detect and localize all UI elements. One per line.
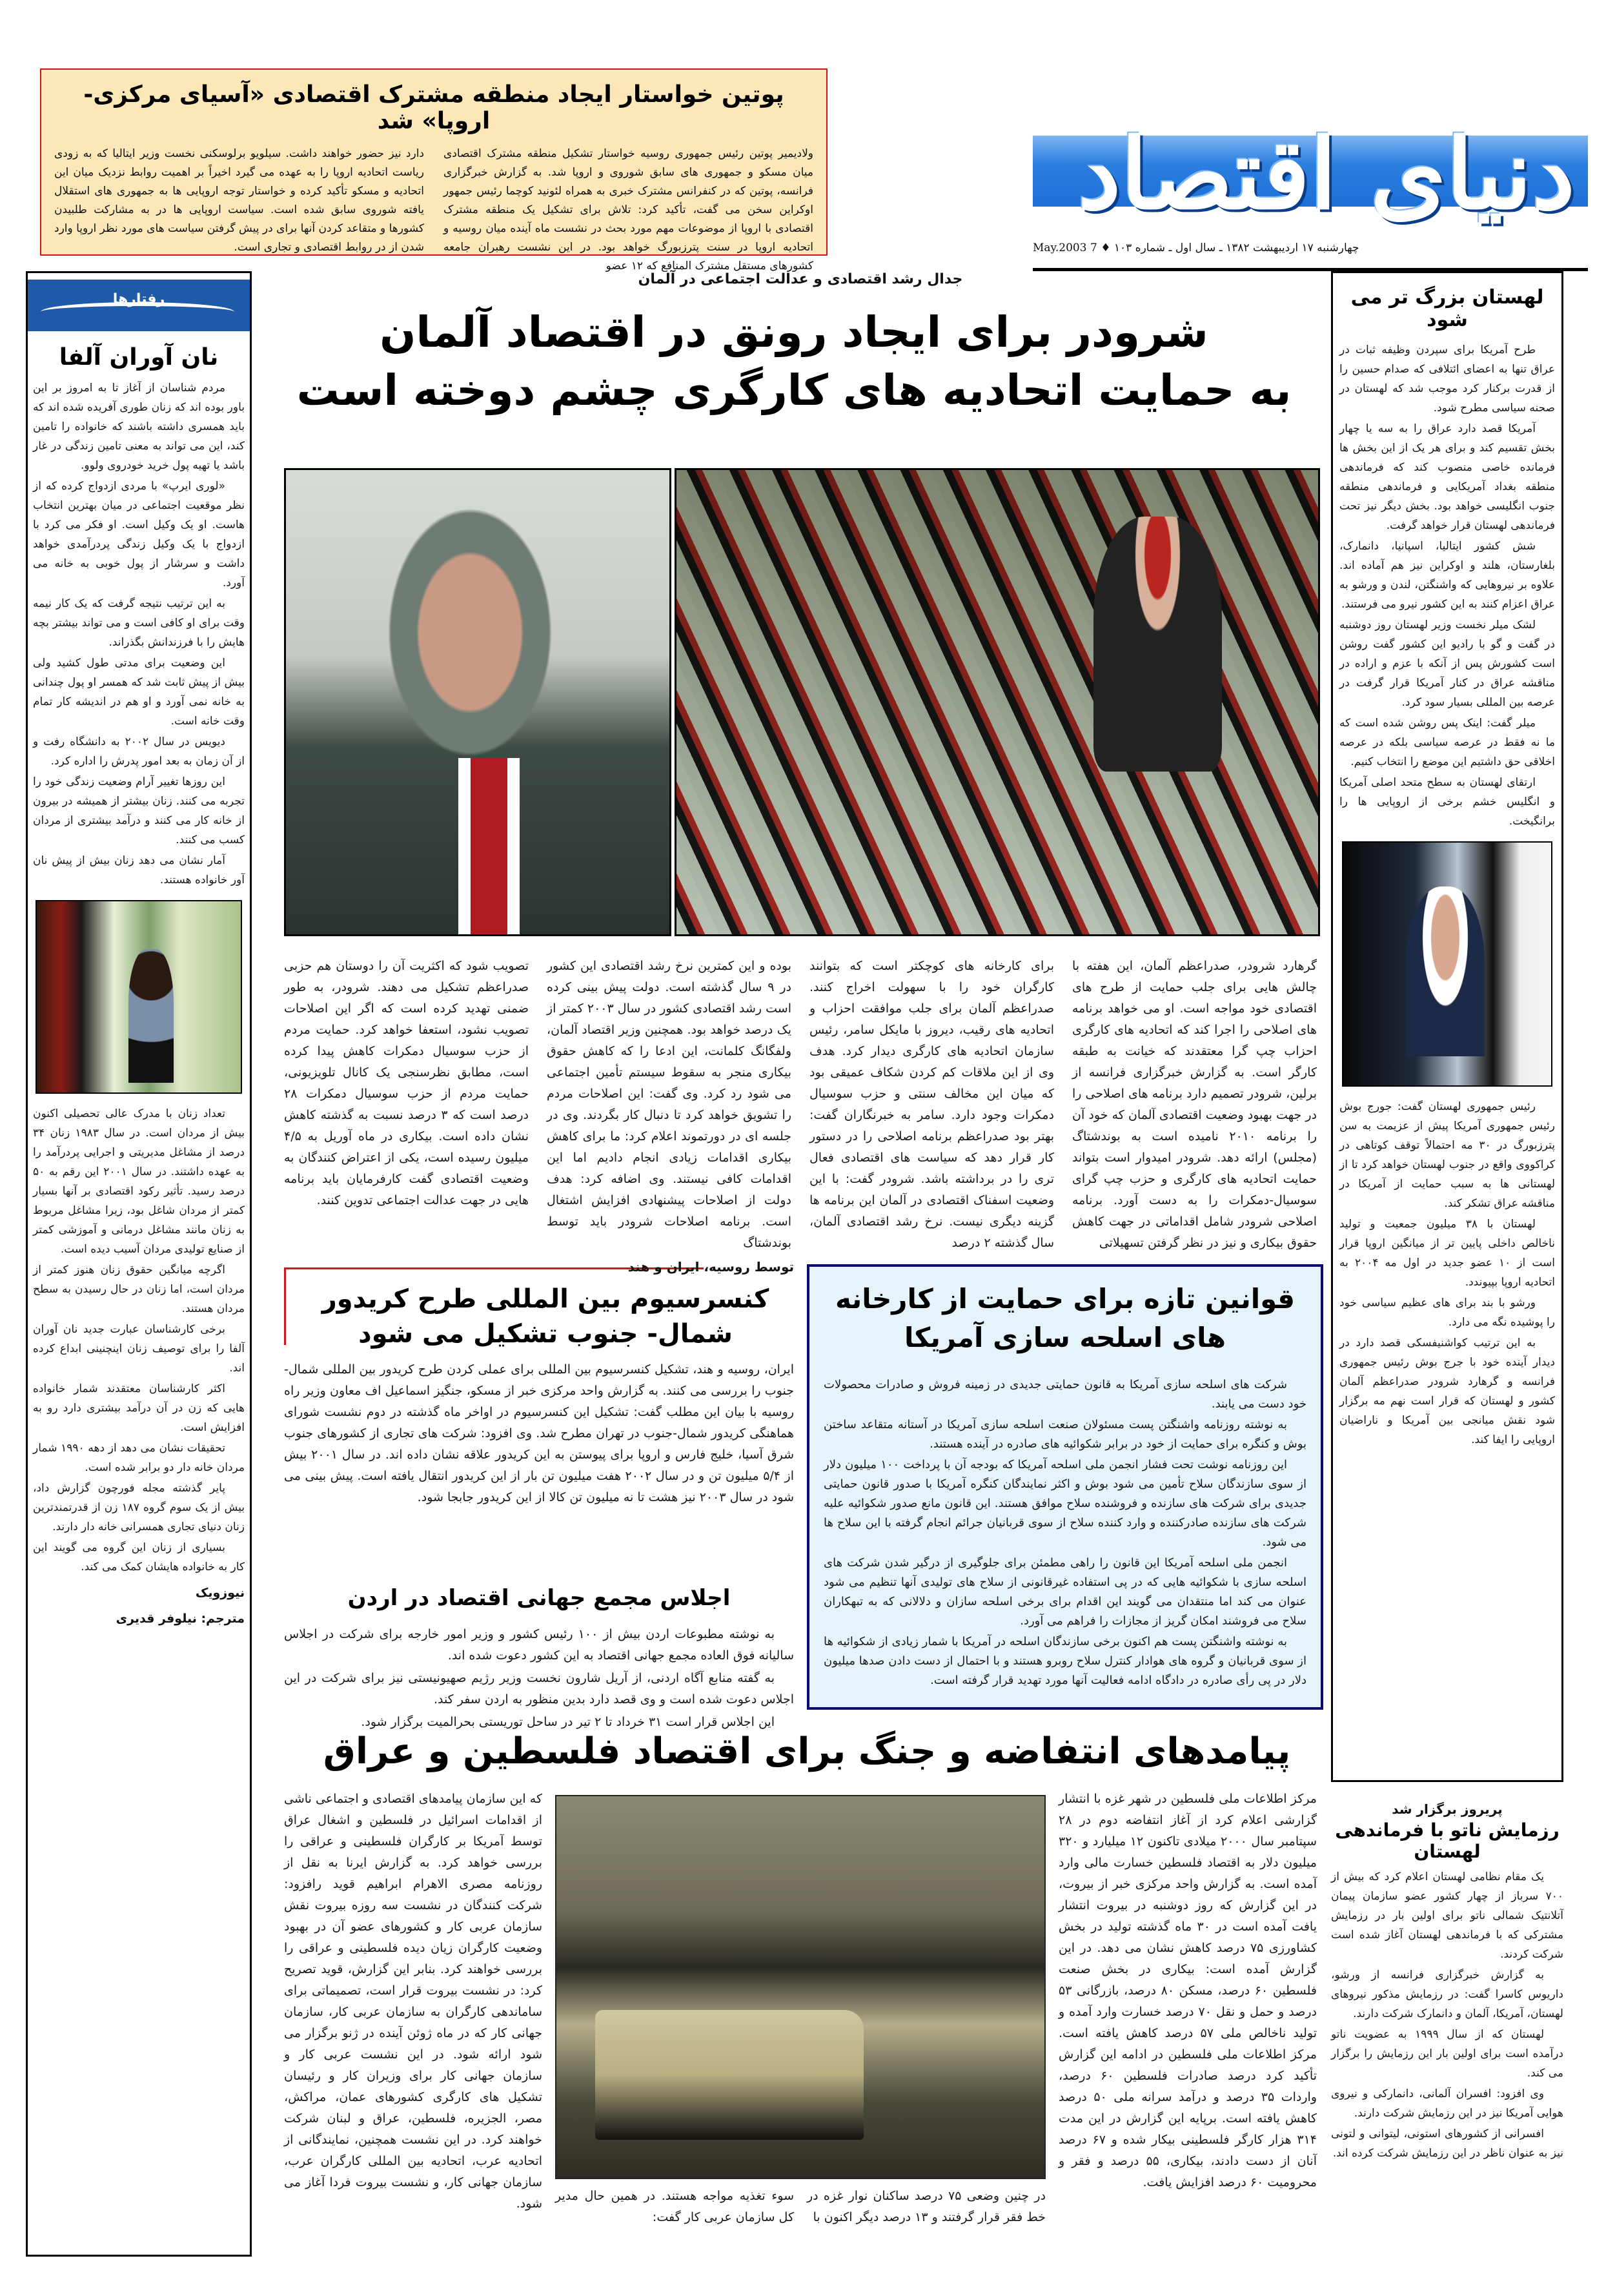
- paragraph: وی افزود: افسران آلمانی، دانمارکی و نیروی هوایی آمریکا نیز در این رزمایش شرکت دارند.: [1331, 2087, 1563, 2120]
- section-banner: [28, 280, 250, 331]
- paragraph: به این ترتیب کواشنیفسکی قصد دارد در دیدار آینده خود با جرج بوش رئیس جمهوری فرانسه و گرهارد شرودر صدراعظم آلمان کشور و لهستان که قرار است نهم مه برگزار شود نقش میانجی بین آمریکا و ناراضیان اروپایی را ایفا کند.: [1339, 1337, 1555, 1446]
- paragraph: لشک میلر نخست وزیر لهستان روز دوشنبه در گفت و گو با رادیو این کشور گفت روشن است کشورش پس از آنکه با عزم و اراده در مناقشه عراق در کنار آمریکا قرار گرفت در عرصه بین المللی بسیار سود کرد.: [1339, 619, 1555, 709]
- paragraph: به نوشته مطبوعات اردن بیش از ۱۰۰ رئیس کشور و وزیر امور خارجه برای شرکت در اجلاس سالیانه فوق العاده مجمع جهانی اقتصاد به این کشور دعوت شده اند.: [284, 1627, 794, 1663]
- source-credit: نیوزویک: [195, 1586, 245, 1600]
- paragraph: این اجلاس قرار است ۳۱ خرداد تا ۲ تیر در ساحل توریستی بحرالمیت برگزار شود.: [361, 1715, 775, 1729]
- corridor-body: ایران، روسیه و هند، تشکیل کنسرسیوم بین المللی برای عملی کردن طرح کریدور بین المللی شمال-جنوب را بررسی می کنند. به گزارش واحد مرکزی خبر از مسکو، جنگیز اسماعیل اف معاون وزیر راه روسیه با بیان این مطلب گفت: تشکیل این کنسرسیوم در اواخر ماه گذشته در دوم نشست شورای هماهنگی کریدور شمال-جنوب در تهران مطرح شد. وی افزود: شرکت های تجاری از کشورهای جنوب شرق آسیا، خلیج فارس و اروپا برای پیوستن به این کریدور علاقه نشان داده اند. در سال ۲۰۰۱ بیش از ۵/۴ میلیون تن و در سال ۲۰۰۲ هفت میلیون تن بار از این کریدور انتقال یافته است. پیش بینی می شود در سال ۲۰۰۳ نیز هشت تا نه میلیون تن کالا از این کریدور جابجا شود.: [284, 1362, 795, 1504]
- top-story-col-left: دارد نیز حضور خواهند داشت. سیلویو برلوسکنی نخست وزیر ایتالیا که به زودی ریاست اتحادیه اروپا را به عهده می گیرد اخیراً بر اهمیت روابط نزدیک میان این اتحادیه و مسکو تأکید کرده و خواستار توجه اروپایی ها به جمهوری های استقلال یافته شوروی سابق شده است. سیاست اروپایی ها در به مشارکت طلبیدن کشورها و متقاعد کردن آنها برای در پیش گرفتن سیاست های مورد نظر اروپا وارد شدن از در روابط اقتصادی و تجاری است.: [54, 147, 424, 254]
- paragraph: برخی کارشناسان عبارت جدید نان آوران آلفا را برای توصیف زنان اینچنینی ابداع کرده اند.: [33, 1323, 245, 1375]
- paragraph: دیویس در سال ۲۰۰۲ به دانشگاه رفت و از آن زمان به بعد امور پدرش را اداره کرد.: [33, 735, 245, 768]
- nato-kicker: پریروز برگزار شد: [1392, 1801, 1503, 1817]
- paragraph: افسرانی از کشورهای استونی، لیتوانی و لتونی نیز به عنوان ناظر در این رزمایش شرکت کرده اند.: [1331, 2127, 1563, 2160]
- paragraph: شش کشور ایتالیا، اسپانیا، دانمارک، بلغارستان، هلند و اوکراین نیز هم آماده اند. علاوه بر نیروهایی که واشنگتن، لندن و ورشو به عراق اعزام کنند به این کشور نیرو می فرستند.: [1339, 540, 1555, 611]
- paragraph: تحقیقات نشان می دهد از دهه ۱۹۹۰ شمار مردان خانه دار دو برابر شده است.: [33, 1442, 245, 1474]
- paragraph: اگرچه میانگین حقوق زنان هنوز کمتر از مردان است، اما زنان در حال رسیدن به سطح مردان هستند.: [33, 1264, 245, 1315]
- lead-col-3: بوده و این کمترین نرخ رشد اقتصادی این کشور در ۹ سال گذشته است. دولت پیش بینی کرده است رشد اقتصادی کشور در سال ۲۰۰۳ کمتر از یک درصد خواهد بود. همچنین وزیر اقتصاد آلمان، ولفگانگ کلمانت، این ادعا را که کاهش حقوق بیکاری منجر به سقوط سیستم تأمین اجتماعی می شود رد کرد. وی گفت: این اصلاحات مردم را تشویق خواهد کرد تا دنبال کار بگردند. وی در جلسه ای در دورتموند اعلام کرد: ما برای کاهش بیکاری اقدامات زیادی انجام دادیم اما این اقدامات کافی نیستند. وی اضافه کرد: هدف دولت از اصلاحات پیشنهادی افزایش اشتغال است. برنامه اصلاحات شرودر باید توسط بوندشتاگ: [547, 959, 792, 1250]
- paragraph: ورشو با بند برای های عظیم سیاسی خود را پوشیده نگه می دارد.: [1339, 1297, 1555, 1329]
- newspaper-logo: دنیای اقتصاد: [1077, 118, 1575, 231]
- paragraph: اکثر کارشناسان معتقدند شمار خانواده هایی که زن در آن درآمد بیشتری دارد رو به افزایش است.: [33, 1382, 245, 1434]
- bottom-headline: پیامدهای انتفاضه و جنگ برای اقتصاد فلسطین و عراق: [323, 1730, 1291, 1772]
- paragraph: این روزنامه نوشت تحت فشار انجمن ملی اسلحه آمریکا که بودجه آن با پرداخت ۱۰۰ میلیون دلار از سوی سازندگان سلاح تأمین می شود بوش و اکثر نمایندگان کنگره آمریکا با صدور قانون حمایتی جدیدی برای شرکت های سازنده و فروشنده سلاح موافق هستند. این قانون مانع صدور شکوائیه علیه شرکت های سازنده صادرکننده و وارد کننده سلاح از سوی قربانیان جرائم انجام گرفته با این سلاح ها می شود.: [824, 1458, 1306, 1549]
- lead-col-2: برای کارخانه های کوچکتر است که بتوانند کارگران خود را با سهولت اخراج کنند. صدراعظم آلمان برای جلب موافقت احزاب و اتحادیه های رقیب، دیروز با مایکل سامر، رئیس سازمان اتحادیه های کارگری دیدار کرد. هدف وی از این ملاقات کم کردن شکاف عمیقی بود که میان این مخالف سنتی و حزب سوسیال دمکرات وجود دارد. سامر به خبرنگاران گفت: بهتر بود صدراعظم برنامه اصلاحی را در دستور کار قرار دهد که سیاست های اقتصادی فعال تری را در برداشته باشد. شرودر گفت: با این وضعیت اسفناک اقتصادی در آلمان این برنامه ها گزینه دیگری نیست. نرخ رشد اقتصادی آلمان، سال گذشته ۲ درصد: [809, 959, 1054, 1250]
- masthead: [1033, 116, 1588, 271]
- paragraph: این وضعیت برای مدتی طول کشید ولی بیش از پیش ثابت شد که همسر او پول چندانی به خانه نمی آورد و او هم در اندیشه کار تمام وقت خانه است.: [33, 657, 245, 728]
- paragraph: یک مقام نظامی لهستان اعلام کرد که بیش از ۷۰۰ سرباز از چهار کشور عضو سازمان پیمان آتلانتیک شمالی ناتو برای اولین بار در رزمایش مشترکی که با فرماندهی لهستان آغاز شده است شرکت کردند.: [1331, 1871, 1563, 1961]
- left-column-feature: [26, 271, 252, 2257]
- nato-body: [1331, 1867, 1563, 2163]
- lead-col-1: گرهارد شرودر، صدراعظم آلمان، این هفته با چالش هایی برای جلب حمایت از طرح های اقتصادی خود مواجه است. او می خواهد برنامه های اصلاحی را اجرا کند که اتحادیه های کارگری احزاب چپ گرا معتقدند که خیانت به طبقه کارگر است. به گزارش خبرگزاری فرانسه از برلین، شرودر تصمیم دارد برنامه های اصلاحی را در جهت بهبود وضعیت اقتصادی آلمان که خود آن را برنامه ۲۰۱۰ نامیده است به بوندشتاگ (مجلس) ارائه دهد. شرودر امیدوار است بتواند حمایت اتحادیه های کارگری و حزب چپ گرای سوسیال-دمکرات را به دست آورد. برنامه اصلاحی شرودر شامل اقداماتی در جهت کاهش حقوق بیکاری و نیز در نظر گرفتن تسهیلاتی: [1072, 959, 1317, 1250]
- lead-col-4: تصویب شود که اکثریت آن را دوستان هم حزبی صدراعظم تشکیل می دهند. شرودر، به طور ضمنی تهدید کرده است که اگر این اصلاحات تصویب نشود، استعفا خواهد کرد. حمایت مردم از حزب سوسیال دمکرات کاهش پیدا کرده است، مطابق نظرسنجی یک کانال تلویزیونی، حمایت مردم از حزب سوسیال دمکرات ۲۸ درصد است که ۳ درصد نسبت به گذشته کاهش نشان داده است. بیکاری در ماه آوریل به ۴/۵ میلیون رسیده است، یکی از اعتراض کنندگان به وضعیت اقتصادی گفت کارفرمایان باید برنامه هایی در جهت عدالت اجتماعی تدوین کنند.: [284, 959, 529, 1207]
- paragraph: به نوشته واشنگتن پست هم اکنون برخی سازندگان اسلحه در آمریکا با شمار زیادی از شکوائیه ها از سوی قربانیان و گروه های هوادار کنترل سلاح روبرو هستند و با احتمال از دست دادن صدها میلیون دلار در پی رأی صادره در دادگاه ادامه فعالیت آنها مورد تهدید قرار گرفته است.: [824, 1635, 1306, 1687]
- paragraph: انجمن ملی اسلحه آمریکا این قانون را راهی مطمئن برای جلوگیری از درگیر شدن شرکت های اسلحه سازی با شکوائیه هایی که در پی استفاده غیرقانونی از سلاح های تولیدی آنها تنظیم می شود عنوان می کند اما منتقدان می گویند این اقدام برای برخی اسلحه سازان و دلالانی که به تبهکاران سلاح می فروشند امکان گریز از مجازات را فراهم می آورد.: [824, 1556, 1306, 1628]
- feature-body: [33, 378, 245, 890]
- red-rule-vertical: [284, 1267, 286, 1345]
- bottom-col-right: مرکز اطلاعات ملی فلسطین در شهر غزه با انتشار گزارشی اعلام کرد از آغاز انتفاضه دوم در ۲۸ سپتامبر سال ۲۰۰۰ میلادی تاکنون ۱۲ میلیارد و ۳۲۰ میلیون دلار به اقتصاد فلسطین خسارت مالی وارد آمده است. به گزارش واحد مرکزی خبر از بیروت، در این گزارش که روز دوشنبه در بیروت انتشار یافت آمده است در ۳۰ ماه گذشته تولید در بخش کشاورزی ۷۵ درصد کاهش نشان می دهد. در این گزارش آمده است: بیکاری در بخش صنعت فلسطین ۶۰ درصد، مسکن ۸۰ درصد، بازرگانی ۵۳ درصد و حمل و نقل ۷۰ درصد خسارت وارد آمده و تولید ناخالص ملی ۵۷ درصد کاهش یافته است. مرکز اطلاعات ملی فلسطین در ادامه این گزارش تأکید کرد درصد صادرات فلسطین ۶۰ درصد، واردات ۳۵ درصد و درآمد سرانه ملی ۵۰ درصد کاهش یافته است. برپایه این گزارش در این مدت ۳۱۴ هزار کارگر فلسطینی بیکار شده و ۶۷ درصد آنان از دست دادند، بیکاری، ۵۵ درصد و فقر و محرومیت ۶۰ درصد افزایش یافت.: [1059, 1792, 1317, 2189]
- jordan-title: اجلاس مجمع جهانی اقتصاد در اردن: [347, 1585, 731, 1611]
- paragraph: پایر گذشته مجله فورچون گزارش داد، بیش از یک سوم گروه ۱۸۷ زن از قدرتمندترین زنان دنیای تجاری همسرانی خانه دار دارند.: [33, 1482, 245, 1533]
- paragraph: به این ترتیب نتیجه گرفت که یک کار نیمه وقت برای او کافی است و می تواند بیشتر بچه هایش را با فرزندانش بگذراند.: [33, 597, 245, 649]
- paragraph: میلر گفت: اینک پس روشن شده است که ما نه فقط در عرصه سیاسی بلکه در عرصه اخلاقی حق داشتیم این موضع را انتخاب کنیم.: [1339, 717, 1555, 768]
- poland-title: لهستان بزرگ تر می شود: [1350, 286, 1544, 331]
- arms-story-box: [807, 1264, 1323, 1710]
- arms-title: قوانین تازه برای حمایت از کارخانه های اسلحه سازی آمریکا: [835, 1283, 1295, 1353]
- paragraph: بسیاری از زنان این گروه می گویند این کار به خانواده هایشان کمک می کند.: [33, 1541, 245, 1573]
- nato-story: [1331, 1801, 1563, 2164]
- caption-right: در چنین وضعی ۷۵ درصد ساکنان نوار غزه در خط فقر قرار گرفتند و ۱۳ درصد دیگر اکنون با: [807, 2189, 1046, 2224]
- lead-body-columns: [284, 956, 1317, 1250]
- paragraph: لهستان با ۳۸ میلیون جمعیت و تولید ناخالص داخلی پایین تر از میانگین اروپا قرار است از ۱۰ عضو جدید در اول مه ۲۰۰۴ به اتحادیه اروپا بپیوندد.: [1339, 1218, 1556, 1289]
- issue-date-line: چهارشنبه ۱۷ اردیبهشت ۱۳۸۲ ـ سال اول ـ شماره ۱۰۳ ♦ 7 May.2003: [1033, 241, 1359, 254]
- photo-polish-president: [1342, 841, 1552, 1087]
- caption-left: سوء تغذیه مواجه هستند. در همین حال مدیر کل سازمان عربی کار گفت:: [555, 2189, 794, 2224]
- arms-body: [824, 1375, 1306, 1690]
- poland-body-continued: [1339, 1097, 1555, 1450]
- paragraph: مردم شناسان از آغاز تا به امروز بر این باور بوده اند که زنان طوری آفریده شده اند که باید همسری داشته باشند که خانواده را تامین کند، این می تواند به معنی تامین زندگی در غار باشد یا تهیه پول خرید خودروی ولوو.: [33, 382, 245, 472]
- translator-credit: مترجم: نیلوفر قدیری: [116, 1612, 245, 1626]
- jordan-body: [284, 1624, 794, 1734]
- bottom-col-left: که این سازمان پیامدهای اقتصادی و اجتماعی ناشی از اقدامات اسرائیل در فلسطین و اشغال عراق توسط آمریکا بر کارگران فلسطینی و عراقی را بررسی خواهد کرد. به گزارش ایرنا به نقل از روزنامه مصری الاهرام ابراهیم قوید رافزود: شرکت کنندگان در نشست سه روزه بیروت نقش سازمان عربی کار و کشورهای عضو آن در بهبود وضعیت کارگران زیان دیده فلسطینی و عراقی را بررسی خواهند کرد. بنابر این گزارش، قوید تصریح کرد: در نشست بیروت قرار است، تصمیماتی برای ساماندهی کارگران به سازمان عربی کار، سازمان جهانی کار که در ماه ژوئن آینده در ژنو برگزار می شود ارائه شود. در این نشست عربی کار و سازمان جهانی کار برای وزیران کار و رئیسان تشکیل های کارگری کشورهای عمان، مراکش، مصر، الجزیره، فلسطین، عراق و لبنان شرکت خواهند کرد. در این نشست همچنین، نمایندگانی از اتحادیه عرب، اتحادیه بین المللی کارگران عرب، سازمان جهانی کار، و نشست بیروت فردا آغاز می شود.: [284, 1792, 542, 2211]
- nato-title: رزمایش ناتو با فرماندهی لهستان: [1335, 1819, 1560, 1862]
- paragraph: آمریکا قصد دارد عراق را به سه یا چهار بخش تقسیم کند و برای هر یک از این بخش ها فرمانده خاصی منصوب کند که فرماندهی منطقه بغداد آمریکایی و فرماندهی منطقه جنوب انگلیسی خواهد بود. بخش دیگر نیز تحت فرماندهی لهستان قرار خواهد گرفت.: [1339, 422, 1555, 532]
- paragraph: تعداد زنان با مدرک عالی تحصیلی اکنون بیش از مردان است. در سال ۱۹۸۳ زنان ۳۴ درصد از مشاغل مدیریتی و اجرایی پردرآمد را به عهده داشتند. در سال ۲۰۰۱ این رقم به ۵۰ درصد رسید. تأثیر رکود اقتصادی بر آنها بسیار کمتر از مردان شاغل بود، زیرا مشاغل مربوط به زنان مانند مشاغل درمانی و آموزشی کمتر از صنایع تولیدی مردان آسیب دیده است.: [33, 1107, 245, 1256]
- right-column-story: [1331, 271, 1563, 1782]
- corridor-kicker: توسط روسیه، ایران و هند: [627, 1259, 794, 1275]
- paragraph: رئیس جمهوری لهستان گفت: جورج بوش رئیس جمهوری آمریکا پیش از عزیمت به سن پترزبورگ در ۳۰ مه احتمالاً توقف کوتاهی در کراکووی واقع در جنوب لهستان خواهد کرد تا از لهستانی ها به سبب حمایت از آمریکا در مناقشه عراق تشکر کند.: [1339, 1100, 1555, 1210]
- paragraph: طرح آمریکا برای سپردن وظیفه ثبات در عراق تنها به اعضای ائتلافی که صدام حسین را از قدرت برکنار کرد موجب شد که لهستان در صحنه سیاسی مطرح شود.: [1339, 343, 1555, 415]
- feature-title: نان آوران آلفا: [59, 344, 219, 371]
- photo-gaza: [555, 1795, 1046, 2179]
- paragraph: به گزارش خبرگزاری فرانسه از ورشو، داریوس کاسرا گفت: در رزمایش مذکور نیروهای لهستان، آمریکا، آلمان و دانمارک شرکت دارند.: [1331, 1969, 1563, 2020]
- corridor-title: کنسرسیوم بین المللی طرح کریدور شمال- جنوب تشکیل می شود: [321, 1284, 769, 1349]
- paragraph: ارتقای لهستان به سطح متحد اصلی آمریکا و انگلیس خشم برخی از اروپایی ها را برانگیخت.: [1339, 776, 1555, 828]
- photo-caption: [555, 2186, 1046, 2228]
- photo-bus-driver: [36, 900, 242, 1094]
- lead-headline-line1: شرودر برای ایجاد رونق در اقتصاد آلمان: [380, 307, 1208, 357]
- photo-riot-police: [675, 468, 1320, 936]
- paragraph: به نوشته روزنامه واشنگتن پست مسئولان صنعت اسلحه سازی آمریکا در آستانه متقاعد ساختن بوش و کنگره برای حمایت از خود در برابر شکوائیه های صادره در آینده هستند.: [824, 1418, 1306, 1451]
- poland-body: [1339, 340, 1555, 831]
- lead-headline-line2: به حمایت اتحادیه های کارگری چشم دوخته است: [296, 365, 1292, 415]
- top-story-box: [40, 68, 828, 272]
- paragraph: «لوری ایرپ» با مردی ازدواج کرده که از نظر موقعیت اجتماعی در میان بهترین انتخاب هاست. او یک وکیل است. او فکر می کرد با ازدواج با یک وکیل زندگی پردرآمدی خواهد داشت و سرشار از پول خوبی به خانه می آورد.: [33, 480, 245, 589]
- paragraph: آمار نشان می دهد زنان بیش از پیش نان آور خانواده هستند.: [33, 854, 245, 887]
- paragraph: لهستان که از سال ۱۹۹۹ به عضویت ناتو درآمده است برای اولین بار این رزمایش را برگزار می کند.: [1331, 2028, 1563, 2080]
- top-story-title: پوتین خواستار ایجاد منطقه مشترک اقتصادی «آسیای مرکزی-اروپا» شد: [83, 81, 784, 134]
- photo-schroeder: [284, 468, 671, 936]
- lead-kicker: جدال رشد اقتصادی و عدالت اجتماعی در آلمان: [638, 271, 963, 287]
- lead-headline: [271, 303, 1317, 420]
- paragraph: به گفته منابع آگاه اردنی، از آریل شارون نخست وزیر رژیم صهیونیستی نیز برای شرکت در این اجلاس دعوت شده است و وی قصد دارد بدین منظور به اردن سفر کند.: [284, 1671, 794, 1707]
- top-story-col-right: ولادیمیر پوتین رئیس جمهوری روسیه خواستار تشکیل منطقه مشترک اقتصادی میان مسکو و جمهوری های سابق شوروی و اروپا شد. به گزارش خبرگزاری فرانسه، پوتین که در کنفرانس مشترک خبری به همراه لئونید کوچما رئیس جمهور اوکراین سخن می گفت، تأکید کرد: تلاش برای تشکیل یک منطقه مشترک اقتصادی با اروپا از موضوعات مهم مورد بحث در نشست ماه آینده میان روسیه و اتحادیه اروپا در سنت پترزبورگ خواهد بود. در این نشست رهبران جامعه کشورهای مستقل مشترک المنافع که ۱۲ عضو: [443, 147, 813, 272]
- feature-body-continued: [33, 1104, 245, 1577]
- paragraph: شرکت های اسلحه سازی آمریکا به قانون حمایتی جدیدی در زمینه فروش و صادرات محصولات خود دست می یابند.: [824, 1378, 1306, 1411]
- section-label: رفتارها: [112, 291, 165, 307]
- paragraph: این روزها تغییر آرام وضعیت زندگی خود را تجربه می کنند. زنان بیشتر از همیشه در بیرون از خانه کار می کنند و درآمد بیشتری از مردان کسب می کنند.: [33, 775, 245, 846]
